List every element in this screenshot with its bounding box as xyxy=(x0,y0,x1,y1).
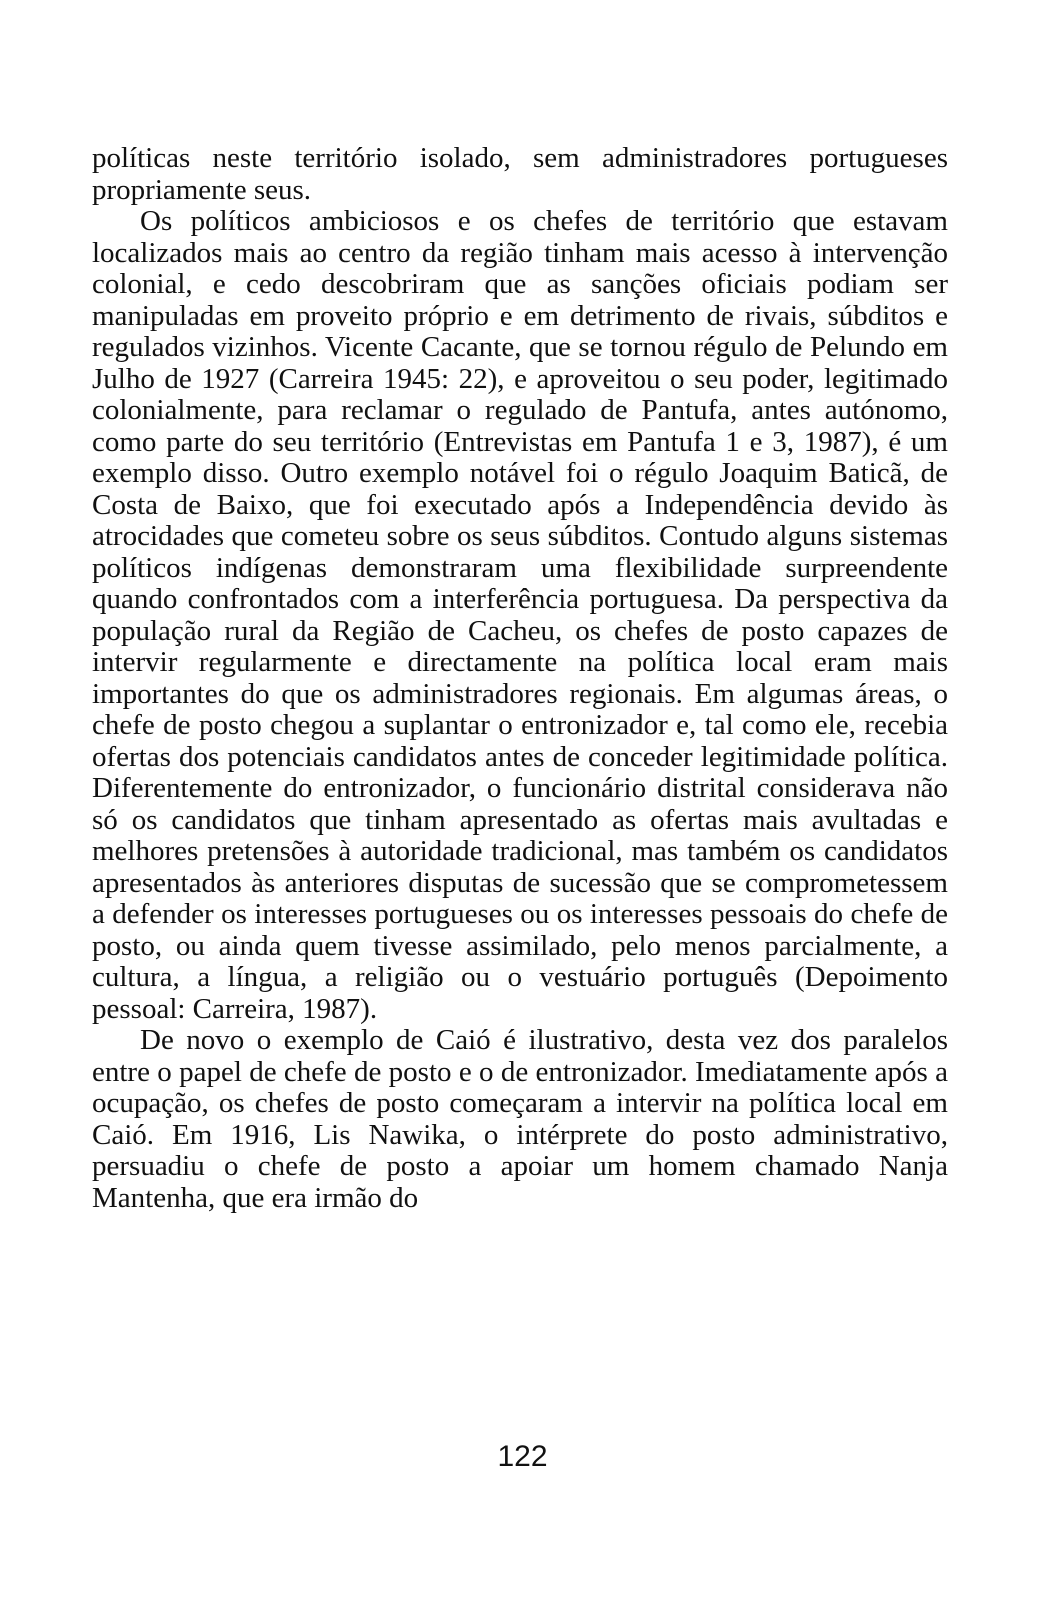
paragraph-continuation: políticas neste território isolado, sem administradores portugueses propriamente seus. xyxy=(92,142,948,206)
paragraph-caio-example: De novo o exemplo de Caió é ilustrativo, desta vez dos paralelos entre o papel de chefe de posto e o de entronizador. Imediatamente após a ocupação, os chefes de posto começaram a intervir na política local em Caió. Em 1916, Lis Nawika, o intérprete do posto administrativo, persuadiu o chefe de posto a apoiar um homem chamado Nanja Mantenha, que era irmão do xyxy=(92,1024,948,1214)
page-body xyxy=(92,143,948,1214)
paragraph-political-ambitions: Os políticos ambiciosos e os chefes de território que estavam localizados mais ao centro da região tinham mais acesso à intervenção colonial, e cedo descobriram que as sanções oficiais podiam ser manipuladas em proveito próprio e em detrimento de rivais, súbditos e regulados vizinhos. Vicente Cacante, que se tornou régulo de Pelundo em Julho de 1927 (Carreira 1945: 22), e aproveitou o seu poder, legitimado colonialmente, para reclamar o regulado de Pantufa, antes autónomo, como parte do seu território (Entrevistas em Pantufa 1 e 3, 1987), é um exemplo disso. Outro exemplo notável foi o régulo Joaquim Baticã, de Costa de Baixo, que foi executado após a Independência devido às atrocidades que cometeu sobre os seus súbditos. Contudo alguns sistemas políticos indígenas demonstraram uma flexibilidade surpreendente quando confrontados com a interferência portuguesa. Da perspectiva da população rural da Região de Cacheu, os chefes de posto capazes de intervir regularmente e directamente na política local eram mais importantes do que os administradores regionais. Em algumas áreas, o chefe de posto chegou a suplantar o entronizador e, tal como ele, recebia ofertas dos potenciais candidatos antes de conceder legitimidade política. Diferentemente do entronizador, o funcionário distrital considerava não só os candidatos que tinham apresentado as ofertas mais avultadas e melhores pretensões à autoridade tradicional, mas também os candidatos apresentados às anteriores disputas de sucessão que se comprometessem a defender os interesses portugueses ou os interesses pessoais do chefe de posto, ou ainda quem tivesse assimilado, pelo menos parcialmente, a cultura, a língua, a religião ou o vestuário português (Depoimento pessoal: Carreira, 1987). xyxy=(92,205,948,1025)
page-number: 122 xyxy=(497,1440,548,1473)
